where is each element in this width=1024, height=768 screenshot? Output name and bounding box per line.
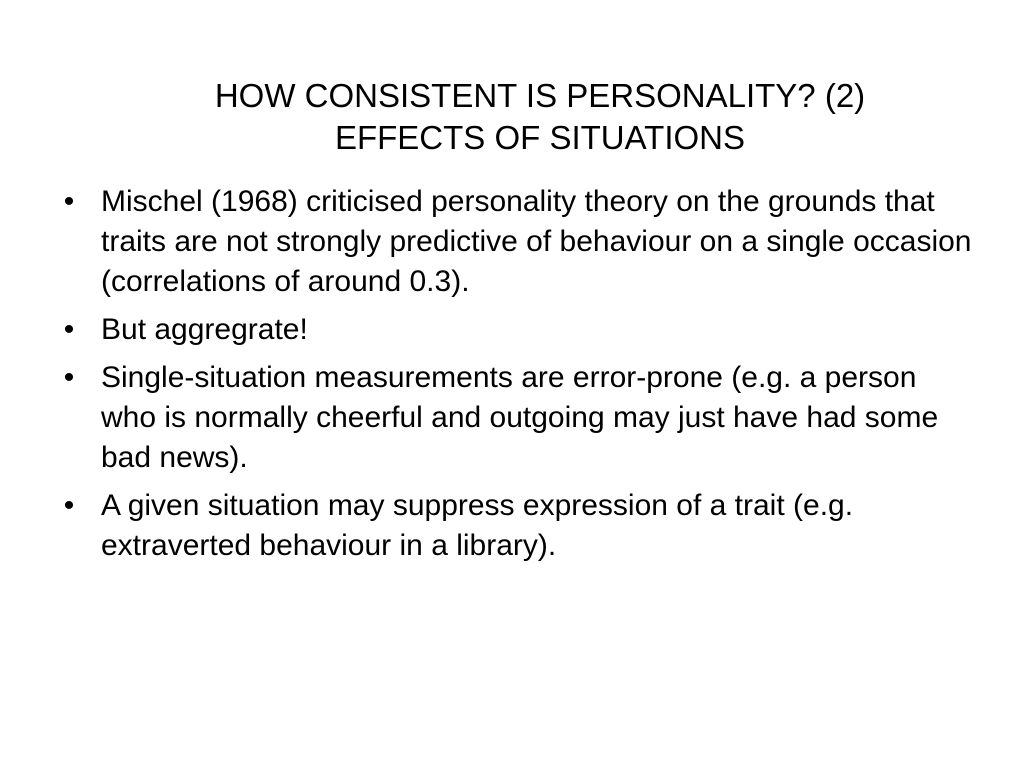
bullet-text-3: Single-situation measurements are error-prone (e.g. a person who is normally cheerful and outgoing may just have had some bad news). <box>101 361 939 474</box>
bullet-item-4 <box>55 486 975 566</box>
slide-title-line-2: EFFECTS OF SITUATIONS <box>334 119 746 156</box>
bullet-icon: • <box>63 489 75 522</box>
bullet-text-2: But aggregrate! <box>101 313 308 346</box>
bullet-icon: • <box>63 361 75 394</box>
bullet-text-4: A given situation may suppress expression of a trait (e.g. extraverted behaviour in a library). <box>101 489 854 562</box>
bullet-icon: • <box>63 185 75 218</box>
bullet-icon: • <box>63 313 75 346</box>
slide-title <box>120 75 960 159</box>
slide-title-line-1: HOW CONSISTENT IS PERSONALITY? (2) <box>214 77 866 114</box>
bullet-list <box>55 182 975 574</box>
bullet-text-1: Mischel (1968) criticised personality theory on the grounds that traits are not strongly predictive of behaviour on a single occasion (correlations of around 0.3). <box>101 185 972 298</box>
bullet-item-2 <box>55 310 975 350</box>
bullet-item-3 <box>55 358 975 478</box>
bullet-item-1 <box>55 182 975 302</box>
